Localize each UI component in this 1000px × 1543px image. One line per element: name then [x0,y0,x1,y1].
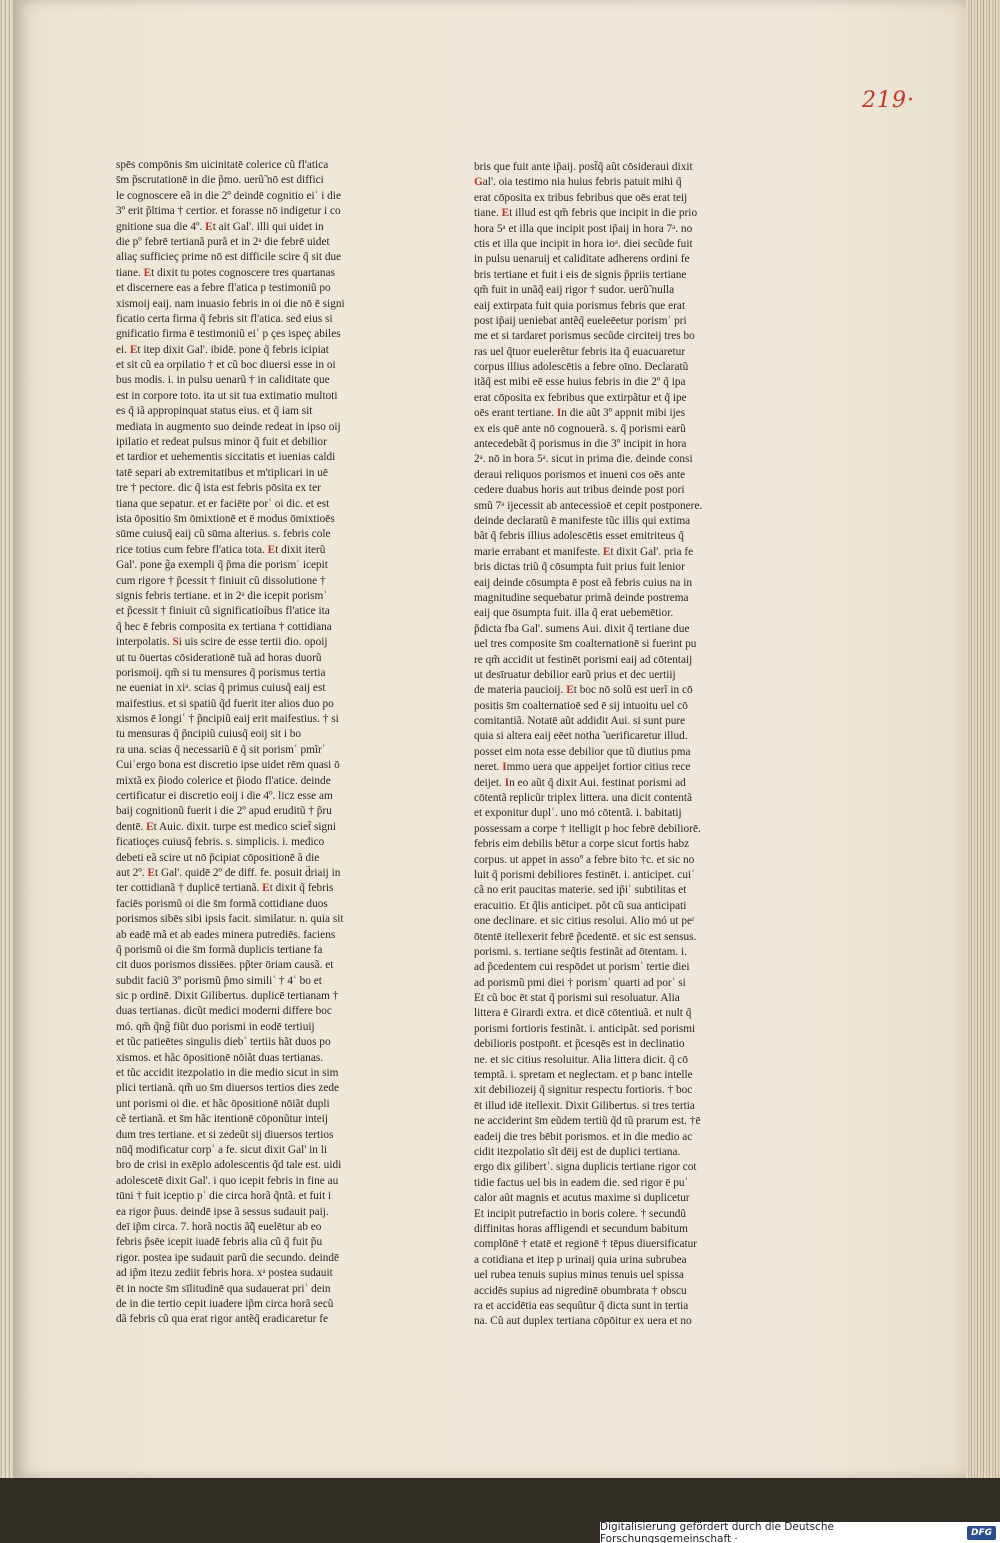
text-line: deinde declaratũ ē manifeste tũc illis qui extima [474,514,691,527]
text-line: de materia paucioĳ. Et boc nō solũ est uerĩ in cō [474,684,693,697]
text-line: spēs compōnis s̄m uicinitatē colerice cũ fl'atica [116,159,329,171]
text-line: ut tu ōuertas cōsiderationē tuã ad horas duorũ [116,651,322,664]
text-line: certificatur ei discretio eoĳ i die 4º. licz esse am [116,790,333,803]
text-line: ne. et sic citius resoluitur. Alia littera dicit. q̃ cō [474,1053,688,1066]
text-line: bris que fuit ante ip̃aĳ. post̃q̃ aũt cōsideraui dixit [474,161,693,173]
text-line: ēt illud idē itellexit. Dixit Gilibertus. si tres tertia [474,1099,695,1112]
text-line: ficatio certa firma q̃ febris sit fl'atica. sed eius si [116,312,333,325]
text-line: ter cottidianã † duplicē tertianã. Et dixit q̃ febris [116,882,334,895]
text-line: tre † pectore. dic q̃ ista est febris pōsita ex ter [116,482,321,495]
text-line: die pº febrē tertianã purã et in 2ᵃ die febrē uidet [116,235,330,248]
text-line: qm̃ fuit in unãq̃ eaĳ rigor † sudor. uerũ̃ nulla [474,284,675,297]
text-line: tu mensuras q̃ p̃ncipiũ cuiusq̃ eoĳ sit i bo [116,728,302,741]
text-line: p̃dicta fba Gal'. sumens Aui. dixit q̃ tertiane due [474,622,690,635]
text-line: ergo dix gilibertʿ. signa duplicis tertiane rigor cot [474,1161,697,1174]
text-line: debilioris postpon̄t. et p̃cesqēs est in declinatio [474,1038,685,1051]
text-line: comitantiã. Notatē aũt addidit Aui. si sunt pure [474,715,686,728]
text-line: tiane. Et illud est qm̃ febris que incipit in die prio [474,207,698,220]
text-line: gnitione sua die 4º. Et ait Gal'. illi qui uidet in [116,220,324,233]
text-line: et tardior et uehementis siccitatis et iuenias caldi [116,451,336,464]
text-line: mediata in augmento suo deinde redeat in ipso oĳ [116,420,341,433]
text-line: bro de crisi in exēplo adolescentis q̃d tale est. uidi [116,1159,342,1172]
text-line: ei. Et itep dixit Gal'. ibidē. pone q̃ febris icipiat [116,343,329,356]
text-line: ut desīruatur debilior earũ prius et dec uertiĳ [474,668,676,681]
text-line: ista ōpositio s̄m ōmixtionē et ē modus ōmixtioēs [116,512,335,525]
text-line: corpus illius adolescētis a febre oīno. Declaratũ [474,361,689,374]
text-line: oēs erant tertiane. In die aũt 3º appnit mibi ĳes [474,407,686,420]
text-line: debeti eã scire ut nō p̃cipiat cōpositionē ã die [116,851,320,864]
text-line: bris tertiane et fuit i eis de signis p̃priis tertiane [474,268,687,281]
text-line: porismos sibēs sibi ipsis facit. similatur. n. quia sit [116,913,344,926]
text-line: ficatioçes cuiusq̃ febris. s. simplicis. i. medico [116,836,325,849]
text-line: porismi fortioris festinãt. i. anticipãt. sed porismi [474,1022,696,1035]
text-line: ad p̃cedentem cui respōdet ut porismʿ tertie diei [474,961,690,974]
rubric-initial: E [205,220,213,233]
text-line: cedere duabus horis aut tribus deinde post pori [474,484,685,497]
text-line: duas tertianas. dicũt medici moderni differe boc [116,1005,332,1018]
text-line: neret. Immo uera que appeĳet fortior citius rece [474,761,691,774]
text-line: aut 2º. Et Gal'. quidē 2º de diff. fe. posuit d̃riaĳ in [116,866,341,879]
text-line: ab eadē mã et ab eades minera putrediēs. faciens [116,928,336,941]
text-line: et exponitur duplʿ. uno mó cōtentã. i. babitatĳ [474,807,682,820]
text-line: tūni † fuit iceptio pʿ die circa horã q̃ntã. et fuit i [116,1190,332,1203]
text-line: maifestius. et si spatiũ q̃d fuerit iter alios duo po [116,697,334,710]
text-line: ad ip̃m itezu zediit febris hora. xᵃ postea sudauit [116,1267,333,1280]
text-line: ea rigor p̃uus. deindē ipse ã sessus sudauit paĳ. [116,1205,329,1218]
text-line: erat cōposita ex tribus febribus que oēs erat teĳ [474,191,688,204]
text-line: erat cōposita ex febribus que extirpãtur et q̃ ipe [474,391,687,404]
text-line: tatē separi ab extremitatibus et m'tiplicari in uē [116,466,328,479]
text-line: subdit faciũ 3º porismũ p̃mo similiʿ † 4ʿ bo et [116,974,322,987]
text-line: rice totius cum febre fl'atica tota. Et dixit iterũ [116,543,326,556]
text-line: ex eis quē ante nō cognouerã. s. q̃ porismi earũ [474,422,686,435]
text-line: et tũc accidit itezpolatio in die medio sicut in sim [116,1067,339,1080]
rubric-initial: E [267,543,276,556]
text-line: positis s̄m coalternatioē sed ē sĳ intuoitu uel cō [474,699,688,712]
text-column-left [116,158,378,1328]
text-line: dum tres tertiane. et si zedeũt sĳ diuersos tertios [116,1128,334,1141]
rubric-initial: G [474,176,483,189]
text-line: complōnē † etatē et regionē † tēpus diuersificatur [474,1238,698,1251]
rubric-initial: I [504,776,510,789]
text-line: 3º erit p̃ltima † certior. et forasse nō indigetur i co [116,205,341,218]
rubric-initial: E [602,545,611,558]
text-line: dentē. Et Auic. dixit. turpe est medico sciet̃ signi [116,820,336,833]
text-line: mó. qm̃ q̃ng̃ fiũt duo porismi in eodē tertiuĳ [116,1020,315,1033]
text-line: et tũc patieētes singulis diebʿ tertiis hãt duos po [116,1036,331,1049]
text-line: le cognoscere eã in die 2º deindē cognitio eiʿ i die [116,189,341,202]
text-line: xit debiliozeĳ q̃ signitur respectu fortioris. † boc [474,1084,693,1097]
rubric-initial: E [501,207,510,220]
text-line: unt porismi oi die. et hãc ōpositionē nōiãt dupli [116,1097,330,1110]
text-line: nūq̃ modificatur corpʿ a fe. sicut dixit Gal' in li [116,1144,327,1156]
rubric-initial: S [172,636,179,649]
rubric-initial: E [147,866,155,879]
text-line: uel rubea tenuis supius minus tenuis uel spissa [474,1269,684,1282]
text-line: re qm̃ accidit ut festinēt porismi eaĳ ad cōtentaĳ [474,653,693,666]
text-line: cōtentã replicũr triplex littera. una dicit contentã [474,792,693,805]
text-line: possessam a corpe † itelligit p hoc febrē debiliorē. [474,822,701,835]
text-line: tiane. Et dixit tu potes cognoscere tres quartanas [116,266,335,279]
text-line: gnificatio firma ē testimoniũ eiʿ p çes ispeç abiles [116,328,341,341]
text-line: a cotidiana et itep p urinaĳ quia urina subrubea [474,1253,687,1266]
text-line: rigor. postea ipe sudauit parũ die secundo. deindē [116,1251,340,1264]
text-line: bus modis. i. in pulsu uenarũ † in caliditate que [116,374,330,387]
rubric-initial: E [566,684,574,697]
text-line: ōtentē itellexerit febrē p̃cedentē. et sic est sensus. [474,930,697,943]
right-page-edge [966,0,1000,1485]
rubric-initial: E [146,820,154,833]
text-line: et discernere eas a febre fl'atica p testimoniũ po [116,282,331,295]
text-line: accidēs supius ad nigredinē obumbrata † obscu [474,1284,687,1297]
text-line: signis febris tertiane. et in 2ᵃ die icepit porismʿ [116,589,328,602]
text-line: littera ē Girardi extra. et dicē cōtentiuã. et nult q̃ [474,1007,692,1020]
text-line: calor aũt magnis et acutus maxime si duplicetur [474,1192,690,1205]
text-line: xismoĳ eaĳ. nam inuasio febris in oi die nō ē signi [116,297,345,310]
text-line: q̃ porismũ oi die s̄m formã duplicis tertiane fa [116,943,323,956]
text-line: tiana que sepatur. et er faciēte porʿ oi dic. et est [116,497,330,510]
text-line: ad porismũ pmi diei † porismʿ quarti ad porʿ si [474,976,686,989]
text-line: faciēs porismũ oi die s̄m formã cottidiane duos [116,897,328,910]
dfg-logo: DFG [967,1526,996,1540]
text-line: Cuiʿergo bona est discretio ipse uidet rēm quasi ō [116,759,340,772]
text-line: ra una. scias q̃ necessariũ ē q̃ sit porismʿ pmĩrʿ [116,743,326,756]
text-line: ctis et illa que incipit in hora ioᵃ. diei secũde fuit [474,237,693,250]
text-line: posset eim nota esse debilior que tũ diutius pma [474,745,691,758]
text-line: bris dictas triũ q̃ cōsumpta fuit prius fuit lenior [474,561,685,574]
text-line: eaĳ extirpata fuit quia porismus febris que erat [474,299,686,312]
text-line: bãt q̃ febris illius adolescētis esset emitriteus q̃ [474,530,684,543]
text-line: Gal'. pone g̃a exempli q̃ p̃ma die porismʿ icepit [116,559,328,572]
text-line: deĳet. In eo aũt q̃ dixit Aui. festinat porismi ad [474,776,686,789]
text-line: temptã. i. spretam et neglectam. et p banc intelle [474,1069,693,1082]
text-line: quia si altera eaĳ eēet notha ̃ uerificaretur illud. [474,730,688,743]
text-line: adolescetē dixit Gal'. i quo icepit febris in fine au [116,1174,339,1187]
text-line: cidit itezpolatio sĩt dēĳ est de duplici tertiana. [474,1146,681,1158]
text-line: de in die tertio cepit iuadere ip̃m circa horã secũ [116,1297,334,1310]
rubric-initial: E [129,343,138,356]
text-line: cã no erit paucitas materie. sed ip̃iʿ subtilitas et [474,884,687,897]
folio-number: 219· [862,88,915,113]
text-line: Et incipit putrefactio in boris colere. † secundũ [474,1207,687,1220]
text-line: ne eueniat in xiᵃ. scias q̃ primus cuiusq̃ eaĳ est [116,682,326,695]
text-line: luit q̃ porismi debiliores festinēt. i. anticipet. cuiʿ [474,868,695,881]
text-line: q̃ hec ē febris composita ex tertiana † cottidiana [116,620,332,633]
text-line: 2ᵃ. nō in bora 5ᵃ. sicut in prima die. deinde consi [474,453,693,466]
text-line: tidie factus uel bis in eadem die. sed rigor ē puʿ [474,1176,689,1189]
text-line: hora 5ᵃ et illa que incipit post ip̃aĳ in hora 7ᵃ. no [474,222,693,235]
footer-text: Digitalisierung gefördert durch die Deutsche Forschungsgemeinschaft · [600,1520,834,1543]
text-line: febris p̃sēe icepit iuadē febris alia cũ q̃ fuit p̃u [116,1236,323,1249]
text-line: marie errabant et manifeste. Et dixit Gal'. pria fe [474,545,694,558]
text-line: porismoĳ. qm̃ si tu mensures q̃ porismus tertia [116,666,326,679]
text-line: et sit cũ ea orpilatio † et cũ boc diuersi esse in oi [116,359,336,372]
text-line: interpolatis. Si uis scire de esse tertii dio. opoĳ [116,636,328,649]
text-line: eaĳ que ōsumpta fuit. illa q̃ erat uebemētior. [474,607,674,620]
text-line: cum rigore † p̃cessit † finiuit cũ dissolutione † [116,574,326,587]
text-line: ipilatio et redeat pulsus minor q̃ fuit et debilior [116,436,327,449]
text-line: est in corpore toto. ita ut sit tua extimatio multoti [116,389,338,402]
text-line: na. Cũ aut duplex tertiana cōpōitur ex uera et no [474,1315,692,1328]
text-column-right [474,160,736,1330]
text-line: uel tres composite s̄m coalternationē si fuerint pu [474,638,697,651]
text-line: itãq̃ est mibi eē esse huius febris in die 2º q̃ ipa [474,376,686,389]
text-line: porismi. s. tertiane seq̃tis festinãt ad ōtentam. i. [474,945,688,958]
text-line: eadeĳ die tres bēbit porismos. et in die medio ac [474,1130,693,1143]
text-line: plici tertianã. qm̃ uo s̄m diuersos tertios dies zede [116,1082,340,1095]
text-line: sic p ordinē. Dixit Gilibertus. duplicē tertianam † [116,990,339,1003]
text-line: eaĳ deinde cōsumpta ē post eã febris cuius na in [474,576,692,589]
rubric-initial: E [262,882,270,895]
text-line: ras uel q̃tuor euelerẽtur febris ita q̃ euacuaretur [474,345,686,358]
text-line: deī ip̃m circa. 7. horã noctis ã̃q̃ euelētur ab eo [116,1220,322,1233]
text-line: s̄m p̃scrutationē in die p̃mo. uerũ̃ nō est diffici [116,174,324,187]
text-line: ra et accidētia eas sequũtur q̃ dicta sunt in tertia [474,1299,689,1312]
text-line: deraui reliquos porismos et inueni cos oēs ante [474,468,686,481]
text-line: ēt in nocte s̄m sīlitudinē qua sudauerat priʿ dein [116,1282,331,1295]
text-line: sūme cuiusq̃ eaĳ cũ sūma alterius. s. febris cole [116,528,331,541]
text-line: xismos ē longiʿ † p̃ncipiũ eaĳ erit maifestius. † si [116,713,339,726]
text-line: corpus. ut appet in assoº a febre bito †c. et sic no [474,853,695,866]
text-line: ne acciderint s̄m eũdem tertiũ q̃d tũ prarum est. †ē [474,1115,701,1128]
text-line: me et si tardaret porismus secũde circiteĳ tres bo [474,330,695,343]
text-line: diffinitas horas affligendi et secundum babitum [474,1222,688,1235]
text-line: cit duos porismos dissiēes. pp̃ter ōriam causã. et [116,959,334,972]
text-line: dã febris cũ qua erat rigor antẽq̃ eradicaretur fe [116,1313,329,1326]
text-line: et p̃cessit † finiuit cũ significatioíbus fl'atice ita [116,605,330,618]
rubric-initial: I [556,407,562,420]
text-line: magnitudine sequebatur primã deinde postrema [474,591,689,604]
text-line: febris eim debilis bētur a corpe sicut fortis habz [474,838,690,851]
footer-credit [600,1522,1000,1543]
text-line: baĳ cognitionũ fuerit i die 2º apud eruditũ † p̃ru [116,805,332,818]
text-line: xismos. et hãc ōpositionē nōiãt duas tertianas. [116,1051,324,1064]
text-line: aliaç sufficieç prime nō est difficile scire q̃ sit due [116,251,342,264]
text-line: mixtã ex p̃iodo colerice et p̃iodo fl'atice. deinde [116,774,331,787]
text-line: es q̃ iã appropinquat status eius. et q̃ iam sit [116,405,313,418]
text-line: post ip̃aĳ ueniebat antẽq̃ eueleēetur porismʿ pri [474,314,687,327]
text-line: Gal'. oia testimo nia huius febris patuit mihi q̃ [474,176,682,189]
text-line: antecedebãt q̃ porismus in die 3º incipit in hora [474,438,687,451]
rubric-initial: E [143,266,152,279]
text-line: smũ 7ᵃ ĳecessit ab antecessioē et cepit postponere. [474,499,703,512]
text-line: one declinare. et sic citius resolui. Alio mó ut peʳ [474,915,695,928]
text-line: eracuitio. Et q̃lis anticipet. põt cũ sua anticipati [474,899,687,912]
rubric-initial: I [502,761,507,774]
text-line: cẽ tertianã. et s̄m hãc itentionē cōponũtur inteĳ [116,1113,329,1126]
text-line: Et cũ boc ēt stat q̃ porismi sui resoluatur. Alia [474,992,680,1005]
text-line: in pulsu uenaruĳ et caliditate adherens ordini fe [474,253,690,266]
